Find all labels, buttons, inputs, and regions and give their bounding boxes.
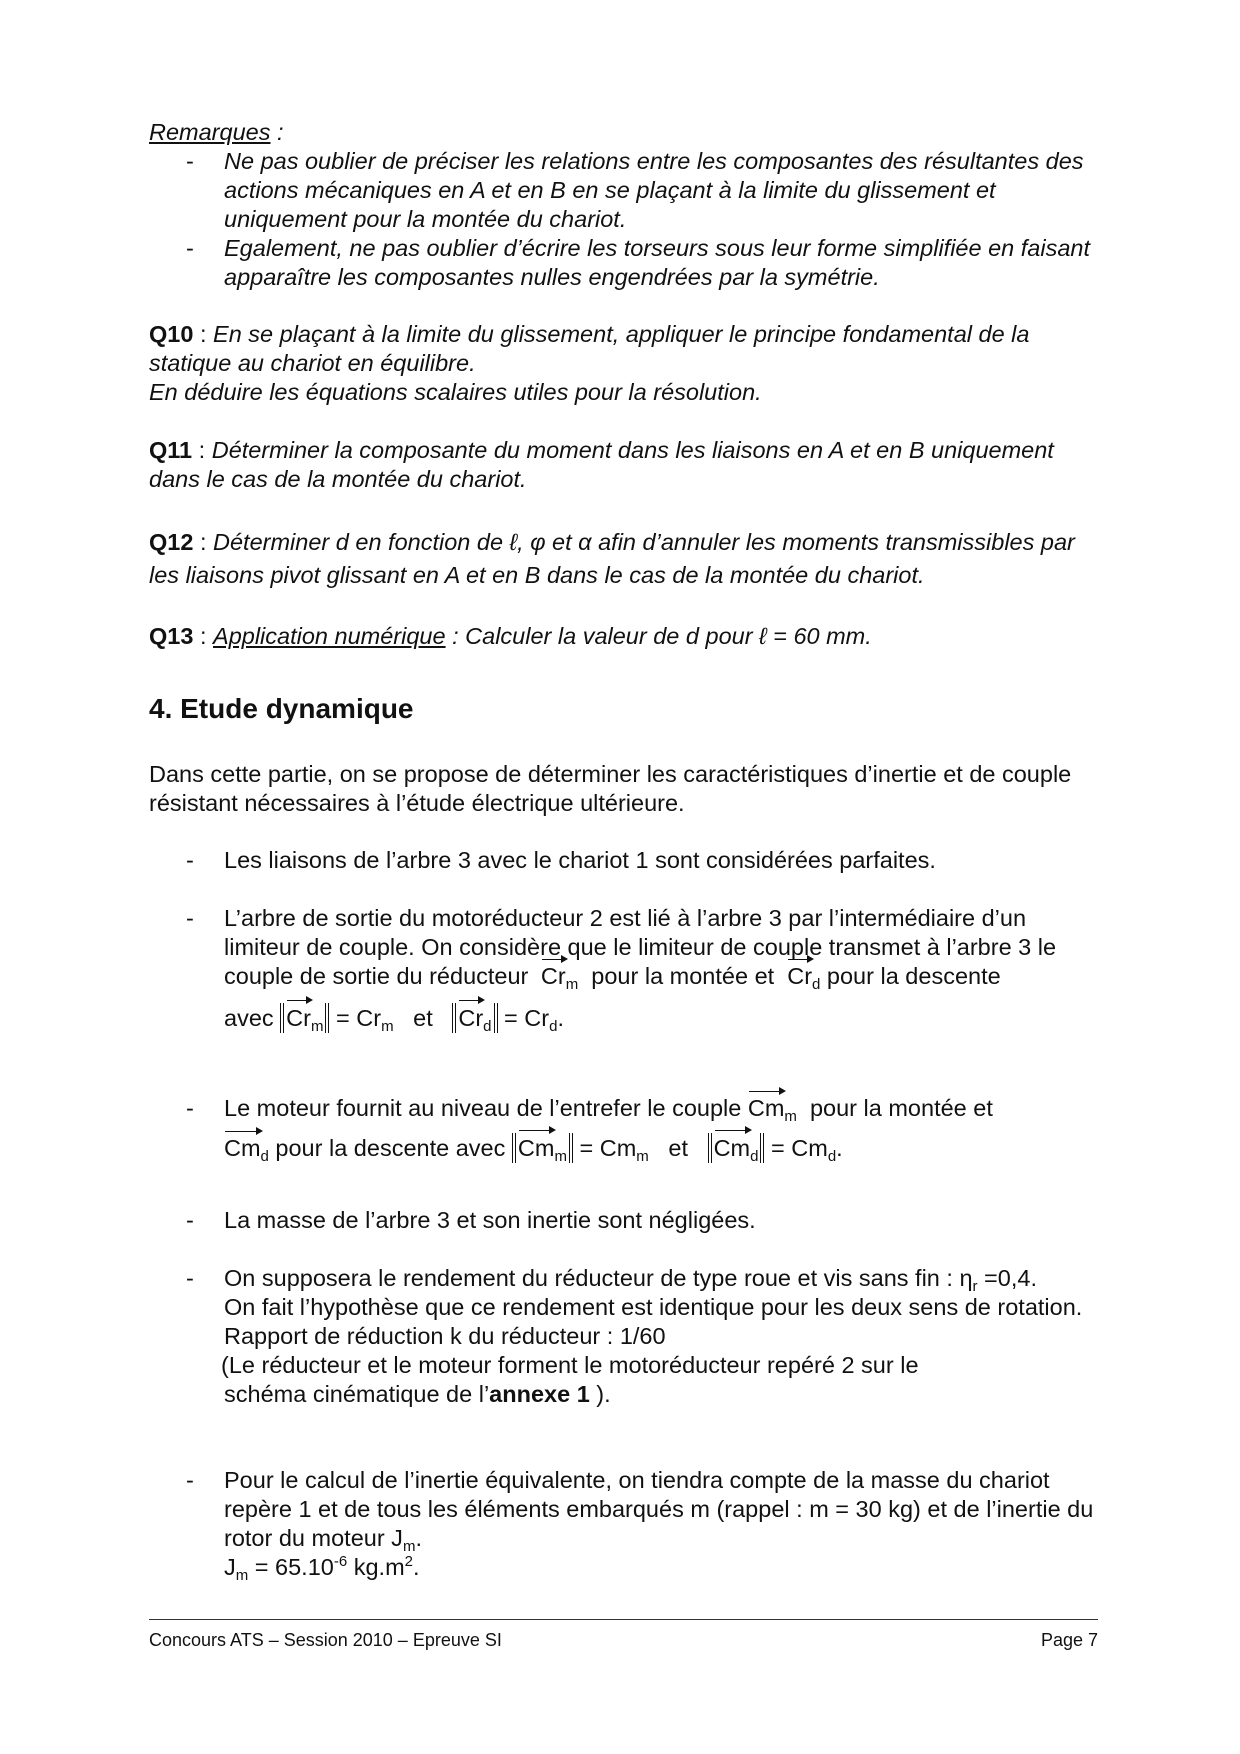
norm-cm-d: $Cm_d$ [708, 1133, 765, 1163]
bullet-1: - Les liaisons de l’arbre 3 avec le chariot 1 sont considérées parfaites. [186, 847, 936, 873]
section-title: 4. Etude dynamique [149, 693, 414, 724]
question-q13: Q13 : Application numérique : Calculer la valeur de d pour ℓ = 60 mm. [149, 623, 872, 649]
vector-cr-d: $Cr_d$ [787, 963, 821, 993]
section-intro: Dans cette partie, on se propose de déterminer les caractéristiques d’inertie et de couple résistant nécessaires à l’étude électrique ultérieure. [149, 761, 1072, 816]
remark-item-2: - Egalement, ne pas oublier d’écrire les torseurs sous leur forme simplifiée en faisant apparaître les composantes nulles engendrées par la symétrie. [186, 235, 1091, 290]
remark-item-1: - Ne pas oublier de préciser les relations entre les composantes des résultantes des actions mécaniques en A et en B en se plaçant à la limite du glissement et uniquement pour la montée du chariot. [186, 148, 1084, 232]
vector-cm-d: $Cm_d$ [224, 1135, 269, 1165]
question-q11: Q11 : Déterminer la composante du moment dans les liaisons en A et en B uniquement dans le cas de la montée du chariot. [149, 437, 1054, 492]
remarks-title: Remarques [149, 119, 271, 145]
jm-value: $J_m = 65.10^{-6}$ $kg.m^2$. [224, 1553, 420, 1584]
norm-cr-line: avec $Cr_m = Cr_m$ et $Cr_d = Cr_d$. [224, 1005, 564, 1035]
question-q12: Q12 : Déterminer d en fonction de ℓ, φ et α afin d’annuler les moments transmissibles par les liaisons pivot glissant en A et en B dans le cas de la montée du chariot. [149, 529, 1075, 588]
vector-cr-m: $Cr_m$ [540, 963, 579, 993]
bullet-6: - Pour le calcul de l’inertie équivalente, on tiendra compte de la masse du chariot repère 1 et de tous les éléments embarqués m (rappel : m = 30 kg) et de l’inertie du rotor du moteur $J_m$. $J_m = 65.10^{-6}$ $kg.m^2$. [186, 1467, 1094, 1584]
question-q10: Q10 : En se plaçant à la limite du glissement, appliquer le principe fondamental de la statique au chariot en équilibre. En déduire les équations scalaires utiles pour la résolution. [149, 321, 1030, 405]
bullet-5: - On supposera le rendement du réducteur de type roue et vis sans fin : $\eta_r =0,4$. On fait l’hypothèse que ce rendement est identique pour les deux sens de rotation. Rapport de réduction k du réducteur : 1/60 (Le réducteur et le moteur forment le motoréducteur repéré 2 sur le schéma cinématique de l’annexe 1 ). [186, 1265, 1083, 1407]
norm-cm-line: $Cm_d$ pour la descente avec $Cm_m = Cm_m$ et $Cm_d = Cm_d$. [224, 1135, 843, 1165]
norm-cr-d: $Cr_d$ [452, 1003, 497, 1033]
footer-divider [149, 1619, 1098, 1620]
vector-cm-m: $Cm_m$ [747, 1095, 797, 1125]
norm-cm-m: $Cm_m$ [512, 1133, 573, 1163]
bullet-4: - La masse de l’arbre 3 et son inertie sont négligées. [186, 1207, 756, 1233]
footer-left: Concours ATS – Session 2010 – Epreuve SI [149, 1630, 502, 1650]
bullet-3: - Le moteur fournit au niveau de l’entrefer le couple $Cm_m$ pour la montée et $Cm_d$ pour la descente avec $Cm_m = Cm_m$ et $Cm_d = Cm_d$. [224, 1094, 1104, 1163]
norm-cr-m: $Cr_m$ [280, 1003, 329, 1033]
bullet-2: - L’arbre de sortie du motoréducteur 2 est lié à l’arbre 3 par l’intermédiaire d’un limiteur de couple. On considère que le limiteur de couple transmet à l’arbre 3 le couple de sortie du réducteur $Cr_m$ pour la montée et $Cr_d$ pour la descente avec $Cr_m = Cr_m$ et $Cr_d = Cr_d$. [224, 904, 1104, 1033]
footer-page-number: Page 7 [1040, 1630, 1098, 1650]
remarks-heading: Remarques : [149, 119, 284, 145]
